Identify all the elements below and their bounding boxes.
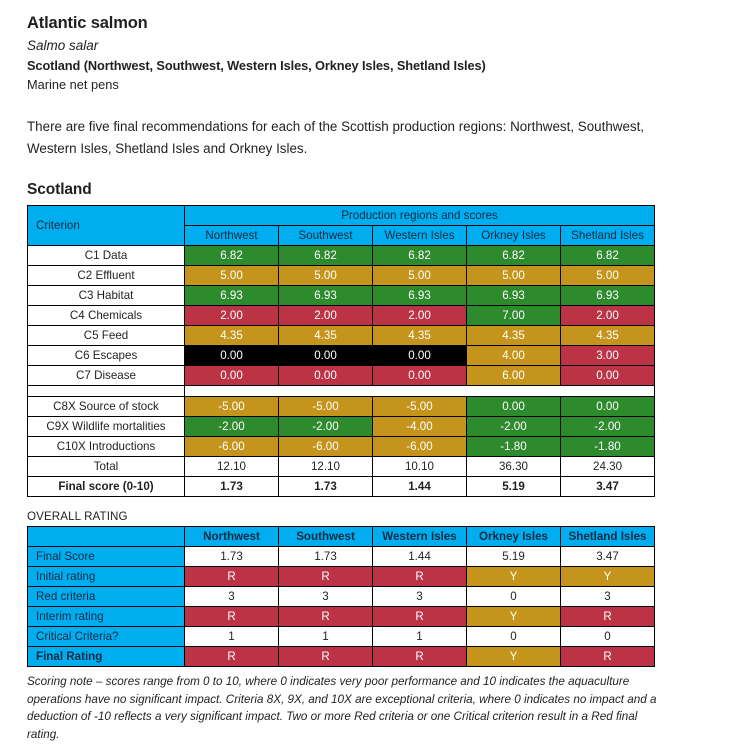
scores-table: [27, 205, 655, 497]
score-cell: 2.00: [373, 306, 467, 326]
score-cell: 0.00: [279, 366, 373, 386]
score-cell: 6.82: [279, 246, 373, 266]
rating-cell: 0: [467, 587, 561, 607]
score-cell: 6.93: [373, 286, 467, 306]
rating-cell: 1: [279, 627, 373, 647]
rating-cell: 0: [467, 627, 561, 647]
criterion-label: C1 Data: [28, 246, 185, 266]
scores-region-header: Northwest: [185, 226, 279, 246]
spacer-cell: [467, 386, 561, 397]
score-cell: 10.10: [373, 457, 467, 477]
score-cell: -2.00: [185, 417, 279, 437]
score-cell: 0.00: [561, 397, 655, 417]
rating-cell: R: [561, 607, 655, 627]
spacer-cell: [28, 386, 185, 397]
score-cell: 6.93: [279, 286, 373, 306]
score-cell: 12.10: [185, 457, 279, 477]
score-cell: 3.47: [561, 477, 655, 497]
rating-cell: 0: [561, 627, 655, 647]
criterion-label: Total: [28, 457, 185, 477]
species-region-line: Scotland (Northwest, Southwest, Western Isles, Orkney Isles, Shetland Isles): [27, 57, 486, 73]
score-cell: 6.82: [373, 246, 467, 266]
table-row: [28, 417, 655, 437]
rating-cell: 1: [373, 627, 467, 647]
page-title: Atlantic salmon: [27, 14, 148, 32]
rating-row-label: Red criteria: [28, 587, 185, 607]
score-cell: 6.93: [561, 286, 655, 306]
score-cell: 1.73: [185, 477, 279, 497]
rating-row-label: Interim rating: [28, 607, 185, 627]
score-cell: 1.73: [279, 477, 373, 497]
score-cell: 4.35: [185, 326, 279, 346]
rating-region-header: Western Isles: [373, 527, 467, 547]
score-cell: 12.10: [279, 457, 373, 477]
score-cell: 0.00: [185, 346, 279, 366]
rating-cell: 3.47: [561, 547, 655, 567]
score-cell: -6.00: [373, 437, 467, 457]
scores-criterion-header: Criterion: [28, 206, 185, 246]
rating-cell: Y: [467, 567, 561, 587]
score-cell: -5.00: [185, 397, 279, 417]
score-cell: -2.00: [561, 417, 655, 437]
rating-cell: 3: [373, 587, 467, 607]
table-row: [28, 567, 655, 587]
rating-cell: R: [561, 647, 655, 667]
table-row: [28, 286, 655, 306]
spacer-cell: [561, 386, 655, 397]
score-cell: 7.00: [467, 306, 561, 326]
rating-row-label: Final Rating: [28, 647, 185, 667]
score-cell: 6.82: [561, 246, 655, 266]
score-cell: 3.00: [561, 346, 655, 366]
rating-cell: 3: [185, 587, 279, 607]
rating-cell: 1: [185, 627, 279, 647]
score-cell: 2.00: [279, 306, 373, 326]
rating-cell: R: [279, 607, 373, 627]
score-cell: -6.00: [185, 437, 279, 457]
score-cell: 6.00: [467, 366, 561, 386]
table-row: [28, 397, 655, 417]
rating-cell: Y: [467, 607, 561, 627]
score-cell: 0.00: [185, 366, 279, 386]
table-row: [28, 246, 655, 266]
intro-paragraph: There are five final recommendations for each of the Scottish production regions: Northwest, Southwest, Western Isles, Shetland Isles and Orkney Isles.: [27, 118, 645, 156]
score-cell: 2.00: [185, 306, 279, 326]
score-cell: 0.00: [561, 366, 655, 386]
table-row: [28, 647, 655, 667]
score-cell: 6.93: [185, 286, 279, 306]
rating-cell: R: [279, 647, 373, 667]
rating-cell: 5.19: [467, 547, 561, 567]
rating-region-header: Northwest: [185, 527, 279, 547]
table-row: [28, 326, 655, 346]
score-cell: 4.35: [561, 326, 655, 346]
production-method: Marine net pens: [27, 77, 119, 93]
spacer-cell: [279, 386, 373, 397]
rating-cell: 3: [279, 587, 373, 607]
criterion-label: C7 Disease: [28, 366, 185, 386]
score-cell: -1.80: [467, 437, 561, 457]
spacer-cell: [373, 386, 467, 397]
score-cell: 4.35: [279, 326, 373, 346]
spacer-cell: [185, 386, 279, 397]
rating-cell: Y: [561, 567, 655, 587]
species-latin-name: Salmo salar: [27, 38, 99, 54]
rating-cell: R: [373, 607, 467, 627]
rating-cell: 3: [561, 587, 655, 607]
score-cell: 0.00: [373, 346, 467, 366]
score-cell: 4.00: [467, 346, 561, 366]
score-cell: 6.93: [467, 286, 561, 306]
score-cell: 5.00: [279, 266, 373, 286]
criterion-label: Final score (0-10): [28, 477, 185, 497]
score-cell: 0.00: [279, 346, 373, 366]
table-row: [28, 587, 655, 607]
score-cell: -2.00: [279, 417, 373, 437]
table-row: [28, 627, 655, 647]
rating-row-label: Final Score: [28, 547, 185, 567]
table-row: [28, 266, 655, 286]
rating-region-header: Shetland Isles: [561, 527, 655, 547]
rating-corner-cell: [28, 527, 185, 547]
score-cell: -6.00: [279, 437, 373, 457]
rating-cell: R: [279, 567, 373, 587]
rating-region-header: Orkney Isles: [467, 527, 561, 547]
score-cell: 4.35: [467, 326, 561, 346]
score-cell: 0.00: [467, 397, 561, 417]
table-row: [28, 457, 655, 477]
score-cell: -4.00: [373, 417, 467, 437]
scores-header-row-group: [28, 206, 655, 226]
criterion-label: C10X Introductions: [28, 437, 185, 457]
criterion-label: C4 Chemicals: [28, 306, 185, 326]
score-cell: 5.00: [373, 266, 467, 286]
table-row: [28, 477, 655, 497]
score-cell: 5.00: [561, 266, 655, 286]
rating-header-row: [28, 527, 655, 547]
rating-cell: 1.73: [185, 547, 279, 567]
rating-row-label: Critical Criteria?: [28, 627, 185, 647]
scores-region-header: Orkney Isles: [467, 226, 561, 246]
rating-cell: Y: [467, 647, 561, 667]
score-cell: 6.82: [185, 246, 279, 266]
table-row: [28, 607, 655, 627]
criterion-label: C6 Escapes: [28, 346, 185, 366]
rating-cell: 1.73: [279, 547, 373, 567]
score-cell: 6.82: [467, 246, 561, 266]
rating-cell: R: [185, 607, 279, 627]
rating-cell: R: [185, 647, 279, 667]
overall-rating-caption: OVERALL RATING: [27, 510, 128, 524]
table-row: [28, 547, 655, 567]
criterion-label: C2 Effluent: [28, 266, 185, 286]
rating-cell: R: [373, 567, 467, 587]
scoring-note: Scoring note – scores range from 0 to 10, where 0 indicates very poor performance and 10 indicates the aquaculture operations have no significant impact. Criteria 8X, 9X, and 10X are exceptional criteria, where 0 indicates no impact and a deduction of -10 reflects a very significant impact. Two or more Red criteria or one Critical criterion result in a Red final rating.: [27, 675, 657, 741]
criterion-label: C9X Wildlife mortalities: [28, 417, 185, 437]
score-cell: 1.44: [373, 477, 467, 497]
rating-cell: 1.44: [373, 547, 467, 567]
scores-group-header: Production regions and scores: [185, 206, 655, 226]
criterion-label: C5 Feed: [28, 326, 185, 346]
criterion-label: C8X Source of stock: [28, 397, 185, 417]
rating-cell: R: [373, 647, 467, 667]
score-cell: 36.30: [467, 457, 561, 477]
score-cell: 24.30: [561, 457, 655, 477]
table-row: [28, 306, 655, 326]
score-cell: -5.00: [279, 397, 373, 417]
score-cell: 0.00: [373, 366, 467, 386]
score-cell: 2.00: [561, 306, 655, 326]
table-row: [28, 437, 655, 457]
species-header-block: [27, 12, 704, 95]
score-cell: 5.19: [467, 477, 561, 497]
table-row: [28, 366, 655, 386]
criterion-label: C3 Habitat: [28, 286, 185, 306]
overall-rating-table: [27, 526, 655, 667]
rating-row-label: Initial rating: [28, 567, 185, 587]
scores-region-header: Western Isles: [373, 226, 467, 246]
rating-region-header: Southwest: [279, 527, 373, 547]
rating-cell: R: [185, 567, 279, 587]
table-spacer-row: [28, 386, 655, 397]
score-cell: 4.35: [373, 326, 467, 346]
table-row: [28, 346, 655, 366]
scores-region-header: Southwest: [279, 226, 373, 246]
score-cell: -2.00: [467, 417, 561, 437]
scores-region-header: Shetland Isles: [561, 226, 655, 246]
score-cell: -1.80: [561, 437, 655, 457]
score-cell: 5.00: [467, 266, 561, 286]
score-cell: 5.00: [185, 266, 279, 286]
score-cell: -5.00: [373, 397, 467, 417]
section-title-scotland: Scotland: [27, 181, 92, 199]
